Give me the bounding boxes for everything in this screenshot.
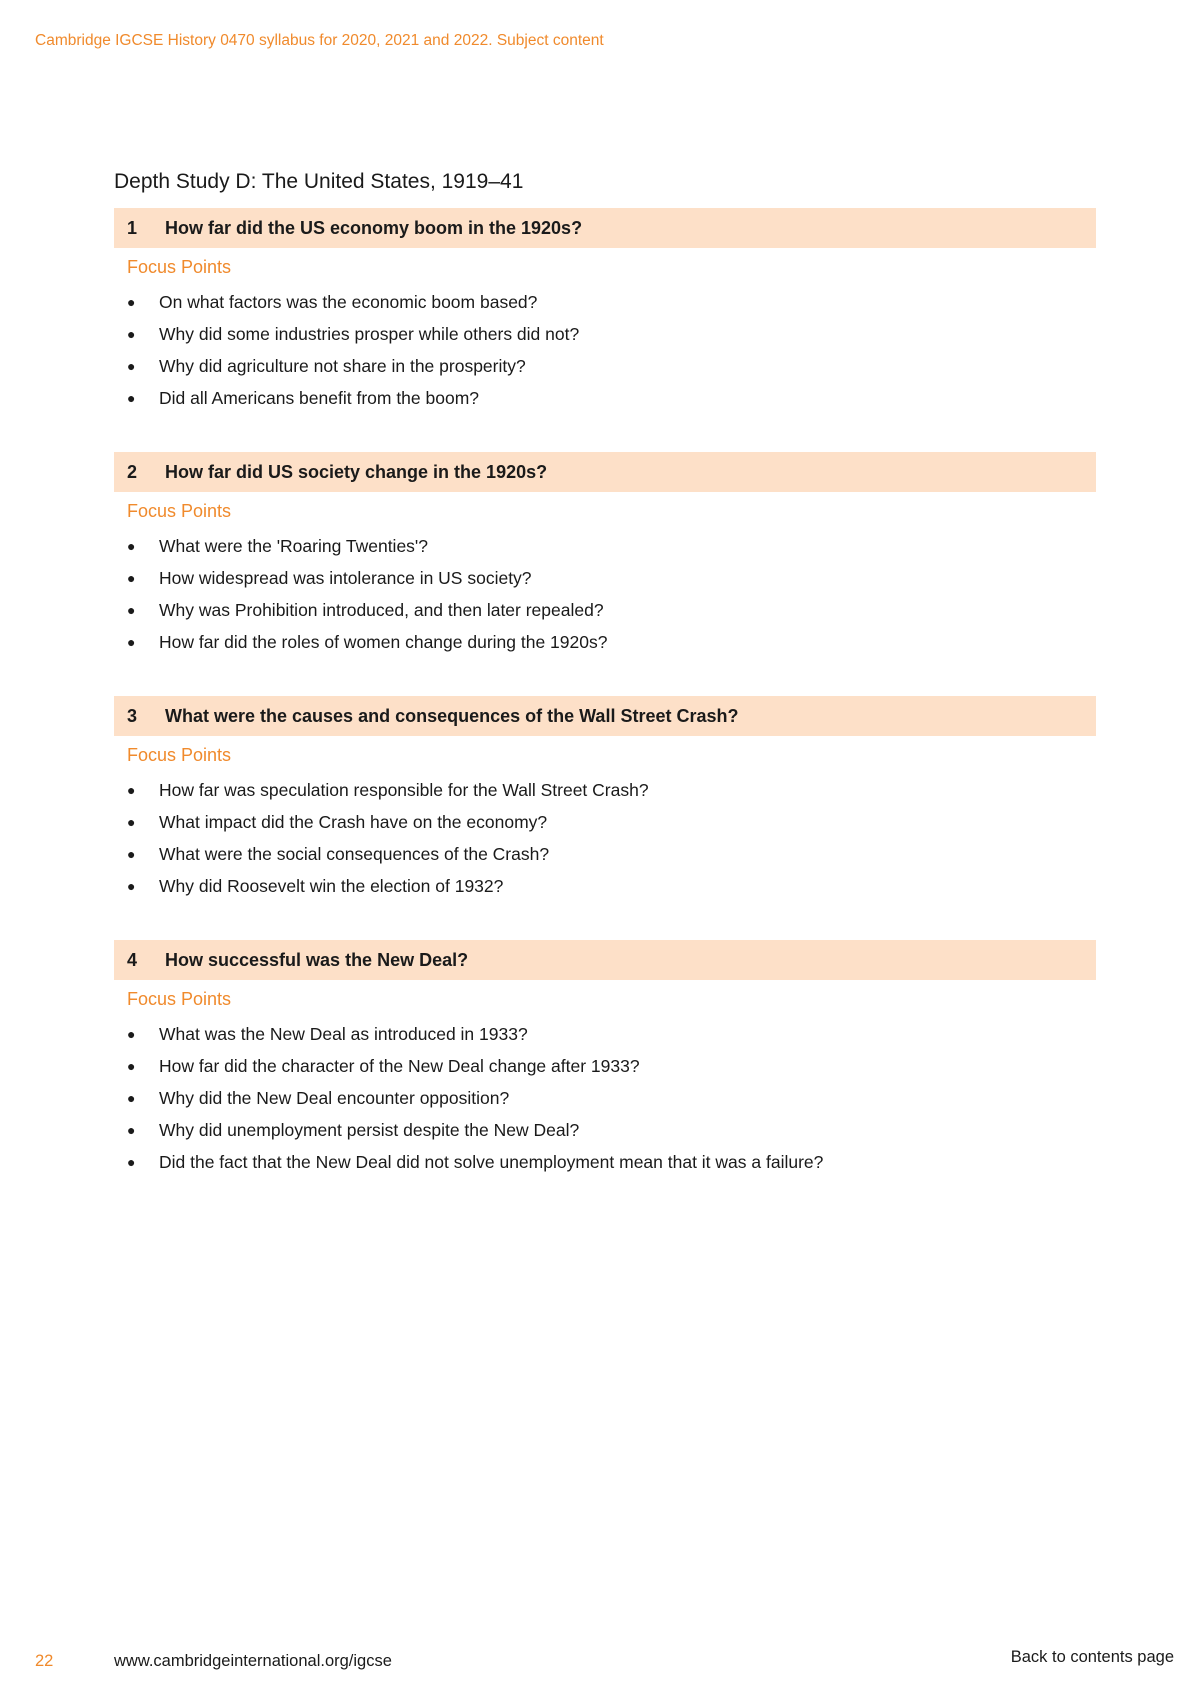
focus-points-label: Focus Points [127, 257, 232, 277]
focus-point-text: Why was Prohibition introduced, and then later repealed? [159, 599, 604, 620]
focus-points-label: Focus Points [127, 745, 232, 765]
page-number: 22 [35, 1652, 54, 1670]
bullet-icon: ● [127, 358, 136, 374]
bullet-icon: ● [127, 1090, 136, 1106]
focus-points-label: Focus Points [127, 989, 232, 1009]
focus-points-label: Focus Points [127, 501, 232, 521]
focus-point [114, 1018, 1096, 1050]
bullet-icon: ● [127, 538, 136, 554]
bullet-icon: ● [127, 1058, 136, 1074]
key-question-band [114, 940, 1096, 980]
bullet-icon: ● [127, 390, 136, 406]
focus-point [114, 870, 1096, 902]
focus-point-text: Why did the New Deal encounter opposition? [159, 1087, 510, 1108]
bullet-icon: ● [127, 294, 136, 310]
key-question-text: How far did the US economy boom in the 1920s? [165, 217, 583, 238]
focus-point [114, 774, 1096, 806]
focus-points-list [114, 774, 1096, 902]
focus-point [114, 286, 1096, 318]
bullet-icon: ● [127, 814, 136, 830]
key-question-section [114, 208, 1096, 414]
focus-point [114, 318, 1096, 350]
focus-point-text: How far was speculation responsible for the Wall Street Crash? [159, 779, 649, 800]
bullet-icon: ● [127, 1122, 136, 1138]
key-question-section [114, 452, 1096, 658]
key-question-section [114, 940, 1096, 1178]
focus-point [114, 1114, 1096, 1146]
focus-point-text: Why did agriculture not share in the prosperity? [159, 355, 526, 376]
focus-point-text: What were the 'Roaring Twenties'? [159, 535, 428, 556]
running-header: Cambridge IGCSE History 0470 syllabus for 2020, 2021 and 2022. Subject content [35, 32, 604, 49]
focus-point [114, 562, 1096, 594]
focus-point [114, 350, 1096, 382]
focus-point [114, 838, 1096, 870]
key-question-text: How successful was the New Deal? [165, 949, 469, 970]
focus-point-text: Did the fact that the New Deal did not solve unemployment mean that it was a failure? [159, 1151, 824, 1172]
focus-point [114, 530, 1096, 562]
focus-point [114, 594, 1096, 626]
bullet-icon: ● [127, 782, 136, 798]
focus-point [114, 806, 1096, 838]
bullet-icon: ● [127, 1154, 136, 1170]
key-question-number: 3 [127, 705, 138, 726]
focus-point-text: Did all Americans benefit from the boom? [159, 387, 480, 408]
back-to-contents-link[interactable]: Back to contents page [1010, 1648, 1174, 1666]
focus-point-text: How far did the character of the New Deal change after 1933? [159, 1055, 640, 1076]
focus-point [114, 626, 1096, 658]
bullet-icon: ● [127, 570, 136, 586]
focus-point-text: Why did unemployment persist despite the New Deal? [159, 1119, 580, 1140]
bullet-icon: ● [127, 634, 136, 650]
bullet-icon: ● [127, 326, 136, 342]
bullet-icon: ● [127, 1026, 136, 1042]
key-question-band [114, 696, 1096, 736]
focus-point-text: What was the New Deal as introduced in 1933? [159, 1023, 528, 1044]
focus-point [114, 1146, 1096, 1178]
focus-point-text: Why did Roosevelt win the election of 1932? [159, 875, 504, 896]
key-question-band [114, 452, 1096, 492]
key-question-section [114, 696, 1096, 902]
key-question-number: 1 [127, 217, 138, 238]
website-link[interactable]: www.cambridgeinternational.org/igcse [114, 1652, 392, 1670]
bullet-icon: ● [127, 846, 136, 862]
key-question-number: 2 [127, 461, 138, 482]
key-question-text: How far did US society change in the 1920s? [165, 461, 548, 482]
focus-points-list [114, 530, 1096, 658]
focus-point [114, 1050, 1096, 1082]
bullet-icon: ● [127, 602, 136, 618]
focus-point-text: On what factors was the economic boom based? [159, 291, 538, 312]
focus-point [114, 382, 1096, 414]
focus-point [114, 1082, 1096, 1114]
focus-points-list [114, 286, 1096, 414]
focus-point-text: How widespread was intolerance in US society? [159, 567, 532, 588]
bullet-icon: ● [127, 878, 136, 894]
focus-point-text: Why did some industries prosper while others did not? [159, 323, 580, 344]
key-question-band [114, 208, 1096, 248]
page-content [114, 168, 1096, 1216]
key-question-text: What were the causes and consequences of the Wall Street Crash? [165, 705, 739, 726]
key-question-number: 4 [127, 949, 138, 970]
page-footer [0, 1648, 1200, 1682]
focus-point-text: What impact did the Crash have on the economy? [159, 811, 548, 832]
focus-points-list [114, 1018, 1096, 1178]
focus-point-text: How far did the roles of women change during the 1920s? [159, 631, 608, 652]
focus-point-text: What were the social consequences of the Crash? [159, 843, 550, 864]
depth-study-title: Depth Study D: The United States, 1919–41 [114, 170, 524, 193]
